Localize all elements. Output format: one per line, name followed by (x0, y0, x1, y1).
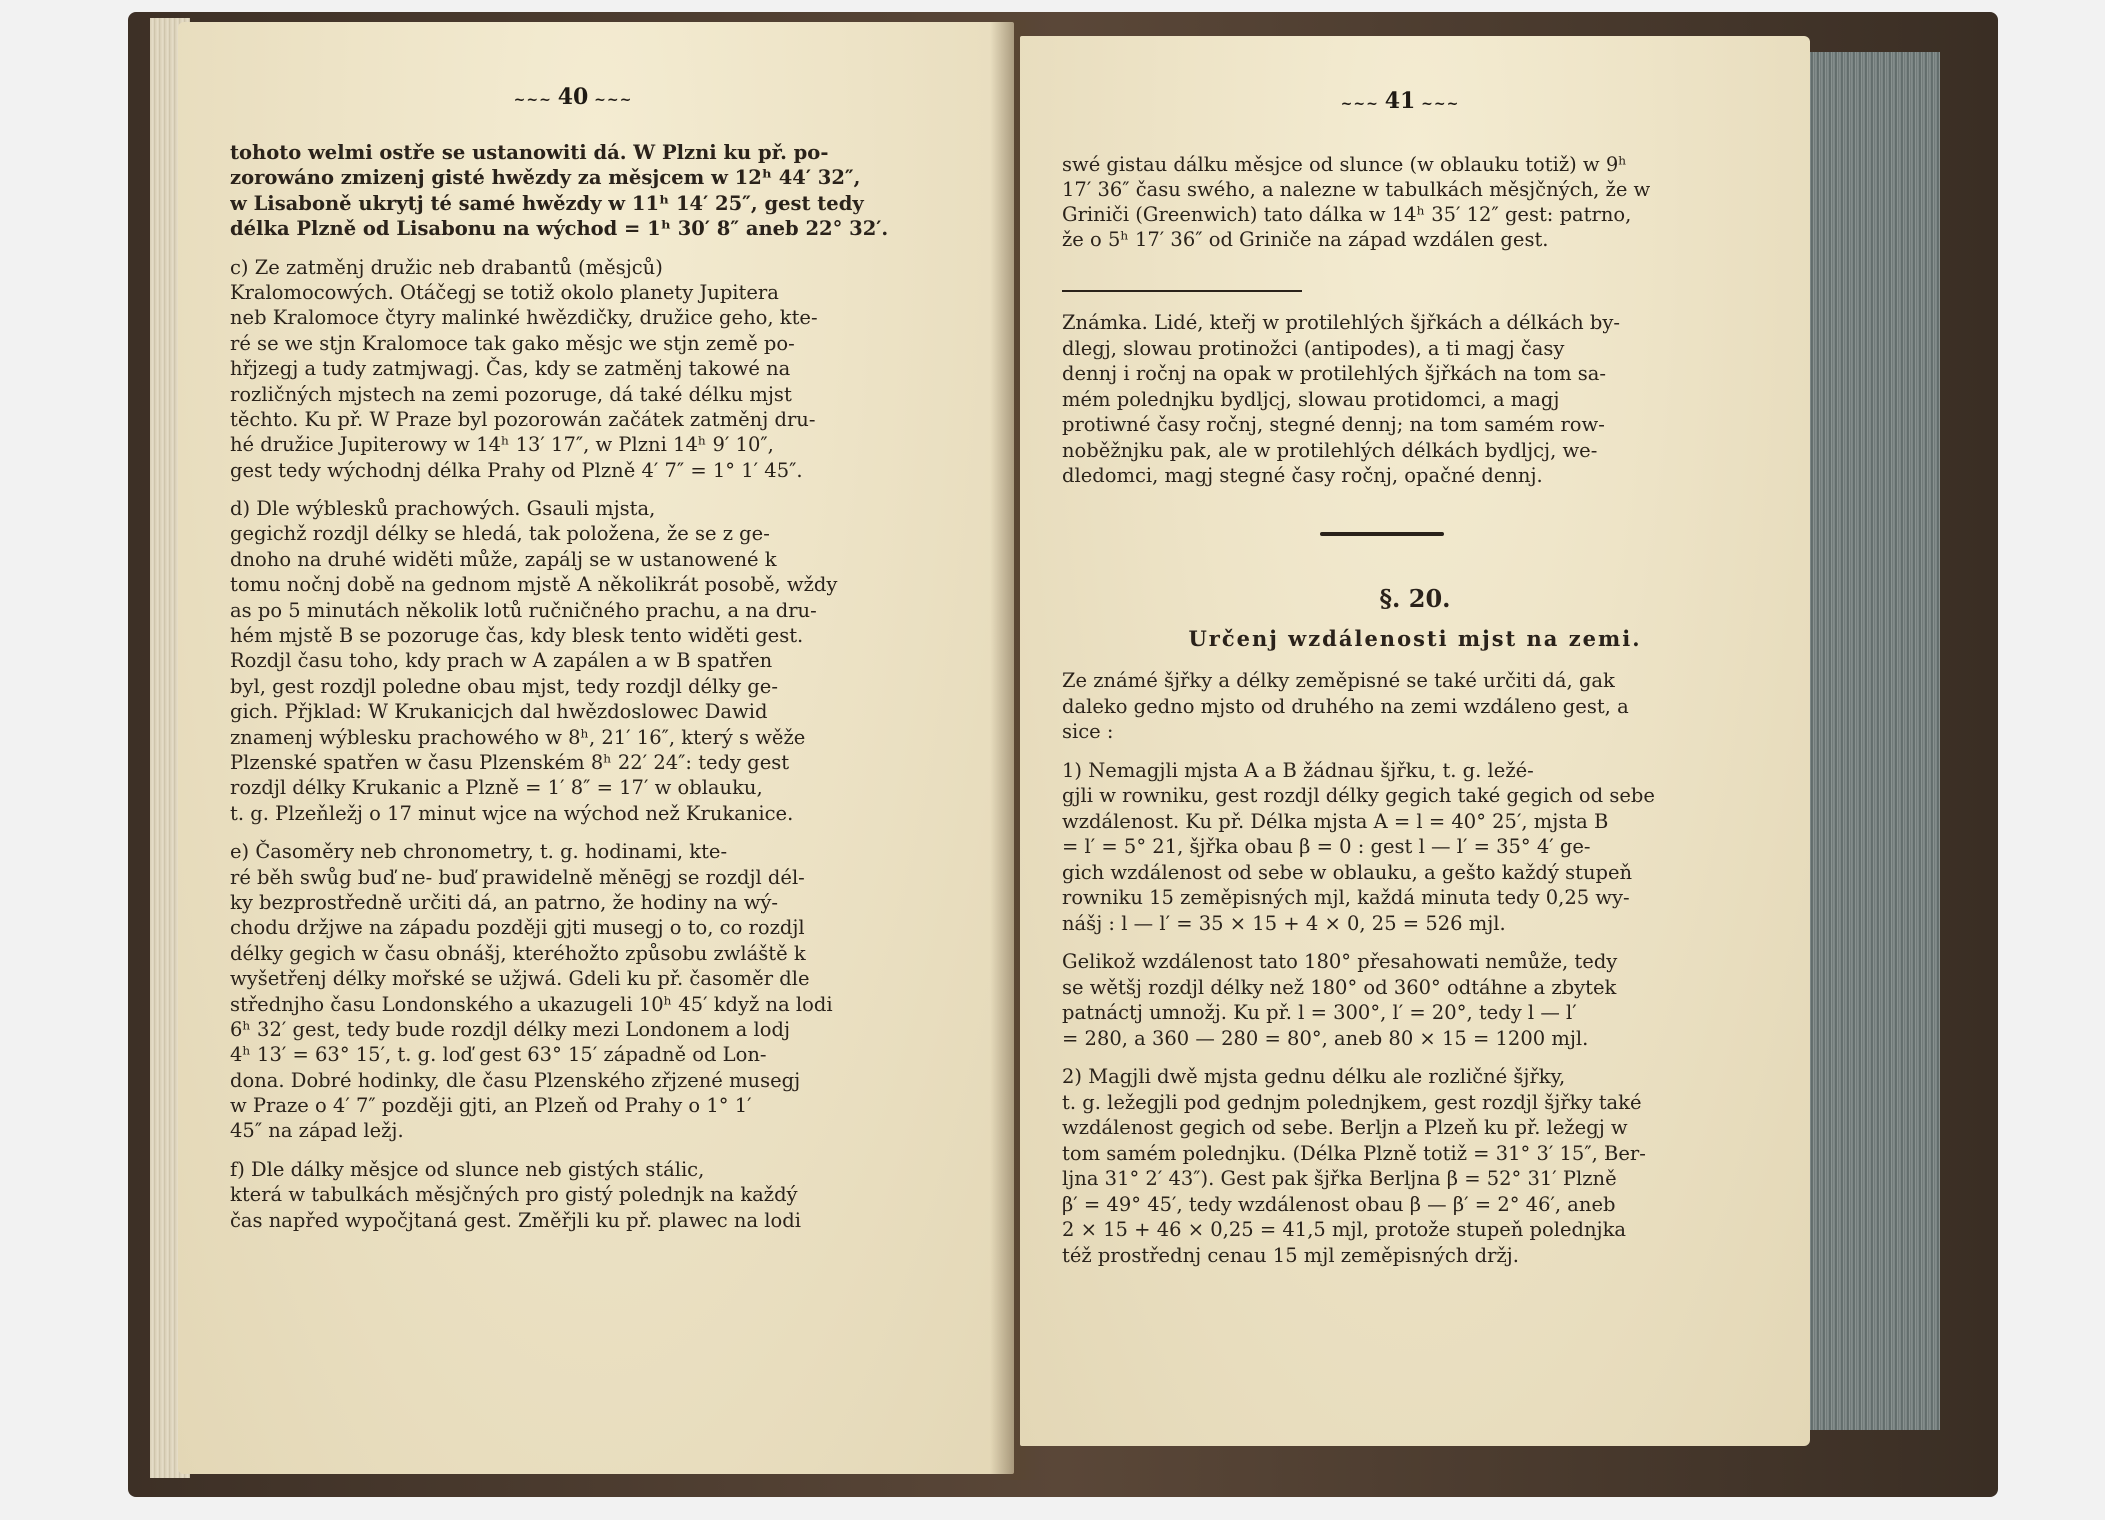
text-line (1062, 936, 1762, 949)
text-line (1062, 1051, 1762, 1064)
text-line: patnáctj umnožj. Ku př. l = 300°, l′ = 20°, tedy l — l′ (1062, 1001, 1577, 1024)
text-line: dledomci, magj stegné časy ročnj, opačné dennj. (1062, 464, 1543, 487)
text-line: 4ʰ 13′ = 63° 15′, t. g. loď gest 63° 15′ západně od Lon- (230, 1043, 767, 1067)
right-page-edges (1790, 52, 1940, 1430)
text-line (230, 242, 972, 255)
text-line: gich wzdálenost od sebe w oblauku, a gešto každý stupeň (1062, 860, 1633, 884)
text-line: gich. Přjklad: W Krukanicjch dal hwězdoslowec Dawid (230, 700, 768, 724)
text-line: rowniku 15 zeměpisných mjl, každá minuta tedy 0,25 wy- (1062, 886, 1630, 909)
text-line: gjli w rowniku, gest rozdjl délky gegich také gegich od sebe (1062, 784, 1655, 807)
text-line: zorowáno zmizenj gisté hwězdy za měsjcem w 12ʰ 44′ 32″, (230, 166, 861, 190)
text-line: = l′ = 5° 21, šjřka obau β = 0 : gest l — l′ = 35° 4′ ge- (1062, 835, 1591, 858)
text-line: chodu držjwe na západu později gjti musegj o to, co rozdjl (230, 916, 805, 940)
text-line: dona. Dobré hodinky, dle času Plzenského zřjzené musegj (230, 1068, 801, 1092)
text-line: 17′ 36″ času swého, a nalezne w tabulkách měsjčných, že w (1062, 178, 1651, 201)
text-line (230, 1144, 972, 1157)
text-line: tomu nočnj době na gednom mjstě A několikrát posobě, wždy (230, 573, 838, 597)
text-line: hé družice Jupiterowy w 14ʰ 13′ 17″, w Plzni 14ʰ 9′ 10″, (230, 433, 774, 457)
text-line: sice : (1062, 720, 1114, 743)
text-line: swé gistau dálku měsjce od slunce (w oblauku totiž) w 9ʰ (1062, 153, 1627, 176)
text-line: ré se we stjn Kralomoce tak gako měsjc we stjn země po- (230, 331, 795, 355)
left-page-number-header (513, 84, 633, 110)
text-line: Rozdjl času toho, kdy prach w A zapálen a w B spatřen (230, 649, 773, 673)
text-line: daleko gedno mjsto od druhého na zemi wzdáleno gest, a (1062, 694, 1629, 718)
text-line: tohoto welmi ostře se ustanowiti dá. W Plzni ku př. po- (230, 141, 829, 164)
text-line: c) Ze zatměnj družic neb drabantů (měsjců) (230, 255, 663, 279)
right-page-note (1062, 310, 1762, 489)
text-line: 1) Nemagjli mjsta A a B žádnau šjřku, t. g. ležé- (1062, 758, 1534, 782)
text-line: Plzenské spatřen w času Plzenském 8ʰ 22′ 24″: tedy gest (230, 750, 790, 774)
text-line: as po 5 minutách několik lotů ručničného prachu, a na dru- (230, 598, 817, 622)
text-line: 45″ na západ ležj. (230, 1119, 404, 1143)
text-line: též prostřednj cenau 15 mjl zeměpisných držj. (1062, 1243, 1519, 1267)
text-line: ré běh swůg buď ne- buď prawidelně měnēgj se rozdjl dél- (230, 865, 805, 889)
text-line: e) Časoměry neb chronometry, t. g. hodinami, kte- (230, 840, 728, 864)
text-line: ky bezprostředně určiti dá, an patrno, že hodiny na wý- (230, 890, 778, 914)
ornament: ~~~ (1415, 96, 1460, 112)
right-page-section-body (1062, 668, 1762, 1268)
section-divider (1320, 532, 1444, 536)
left-page (178, 22, 1014, 1474)
right-page-number-header (1340, 88, 1460, 114)
text-line: Ze známé šjřky a délky zeměpisné se také určiti dá, gak (1062, 669, 1615, 692)
text-line: f) Dle dálky měsjce od slunce neb gistých stálic, (230, 1157, 705, 1181)
text-line (230, 483, 972, 496)
text-line: Gelikož wzdálenost tato 180° přesahowati nemůže, tedy (1062, 950, 1618, 973)
text-line: Známka. Lidé, kteřj w protilehlých šjřkách a délkách by- (1062, 311, 1620, 334)
text-line: Kralomocowých. Otáčegj se totiž okolo planety Jupitera (230, 280, 779, 304)
footnote-rule (1062, 290, 1302, 292)
ornament: ~~~ (1340, 96, 1385, 112)
text-line: w Praze o 4′ 7″ později gjti, an Plzeň od Prahy o 1° 1′ (230, 1094, 752, 1118)
text-line: těchto. Ku př. W Praze byl pozorowán začátek zatměnj dru- (230, 407, 816, 431)
text-line: 2 × 15 + 46 × 0,25 = 41,5 mjl, protože stupeň polednjka (1062, 1218, 1627, 1241)
text-line: rozdjl délky Krukanic a Plzně = 1′ 8″ = 17′ w oblauku, (230, 776, 763, 800)
text-line: d) Dle wýblesků prachowých. Gsauli mjsta, (230, 497, 656, 521)
text-line: wzdálenost gegich od sebe. Berljn a Plzeň ku př. ležegj w (1062, 1116, 1628, 1139)
text-line: která w tabulkách měsjčných pro gistý polednjk na každý (230, 1183, 798, 1207)
text-line: = 280, a 360 — 280 = 80°, aneb 80 × 15 = 1200 mjl. (1062, 1026, 1589, 1050)
section-number: §. 20. (1379, 584, 1451, 613)
text-line: t. g. Plzeňležj o 17 minut wjce na wýchod než Krukanice. (230, 801, 794, 825)
text-line: byl, gest rozdjl poledne obau mjst, tedy rozdjl délky ge- (230, 674, 778, 698)
text-line: mém polednjku bydljcj, slowau protidomci, a magj (1062, 387, 1560, 411)
text-line: hém mjstě B se pozoruge čas, kdy blesk tento widěti gest. (230, 624, 804, 648)
text-line (1062, 745, 1762, 758)
text-line: tom samém polednjku. (Délka Plzně totiž = 31° 3′ 15″, Ber- (1062, 1141, 1646, 1165)
text-line (230, 826, 972, 839)
left-page-number: 40 (557, 84, 589, 110)
ornament: ~~~ (513, 92, 558, 108)
text-line: w Lisaboně ukrytj té samé hwězdy w 11ʰ 14′ 25″, gest tedy (230, 191, 864, 215)
text-line: 2) Magjli dwě mjsta gednu délku ale rozličné šjřky, (1062, 1065, 1566, 1088)
text-line: wzdálenost. Ku př. Délka mjsta A = l = 40° 25′, mjsta B (1062, 809, 1609, 833)
text-line: čas napřed wypočjtaná gest. Změřjli ku př. plawec na lodi (230, 1208, 801, 1232)
right-page (1020, 36, 1810, 1446)
text-line: dennj i ročnj na opak w protilehlých šjřkách na tom sa- (1062, 362, 1606, 385)
ornament: ~~~ (588, 92, 633, 108)
text-line: rozličných mjstech na zemi pozoruge, dá také délku mjst (230, 382, 792, 406)
text-line: střednjho času Londonského a ukazugeli 10ʰ 45′ když na lodi (230, 992, 833, 1016)
text-line: β′ = 49° 45′, tedy wzdálenost obau β — β′ = 2° 46′, aneb (1062, 1192, 1616, 1216)
text-line: délka Plzně od Lisabonu na wýchod = 1ʰ 30′ 8″ aneb 22° 32′. (230, 217, 889, 241)
text-line: gest tedy wýchodnj délka Prahy od Plzně 4′ 7″ = 1° 1′ 45″. (230, 458, 803, 482)
text-line: se wětšj rozdjl délky než 180° od 360° odtáhne a zbytek (1062, 975, 1617, 999)
text-line: wyšetřenj délky mořské se užjwá. Gdeli ku př. časoměr dle (230, 967, 810, 991)
text-line: neb Kralomoce čtyry malinké hwězdičky, družice geho, kte- (230, 306, 818, 330)
text-line: protiwné časy ročnj, stegné dennj; na tom samém row- (1062, 413, 1605, 436)
section-title: Určenj wzdálenosti mjst na zemi. (1188, 626, 1642, 651)
text-line: noběžnjku pak, ale w protilehlých délkách bydljcj, we- (1062, 438, 1598, 462)
right-page-number: 41 (1384, 88, 1416, 114)
text-line: dnoho na druhé widěti může, zapálj se w ustanowené k (230, 547, 777, 571)
text-line: nášj : l — l′ = 35 × 15 + 4 × 0, 25 = 526 mjl. (1062, 911, 1506, 935)
text-line: 6ʰ 32′ gest, tedy bude rozdjl délky mezi Londonem a lodj (230, 1017, 790, 1041)
text-line: Griniči (Greenwich) tato dálka w 14ʰ 35′ 12″ gest: patrno, (1062, 203, 1632, 226)
text-line: znamenj wýblesku prachowého w 8ʰ, 21′ 16″, který s wěže (230, 725, 806, 749)
right-page-continuation-text (1062, 152, 1762, 252)
text-line: že o 5ʰ 17′ 36″ od Griniče na západ wzdálen gest. (1062, 228, 1549, 251)
left-page-text (230, 140, 972, 1233)
text-line: gegichž rozdjl délky se hledá, tak položena, že se z ge- (230, 522, 770, 546)
text-line: ljna 31° 2′ 43″). Gest pak šjřka Berljna β = 52° 31′ Plzně (1062, 1167, 1617, 1190)
text-line: t. g. ležegjli pod gednjm polednjkem, gest rozdjl šjřky také (1062, 1090, 1642, 1114)
text-line: dlegj, slowau protinožci (antipodes), a ti magj časy (1062, 336, 1565, 360)
text-line: hřjzegj a tudy zatmjwagj. Čas, kdy se zatměnj takowé na (230, 357, 791, 381)
text-line: délky gegich w času obnášj, kteréhožto způsobu zwláště k (230, 941, 806, 965)
